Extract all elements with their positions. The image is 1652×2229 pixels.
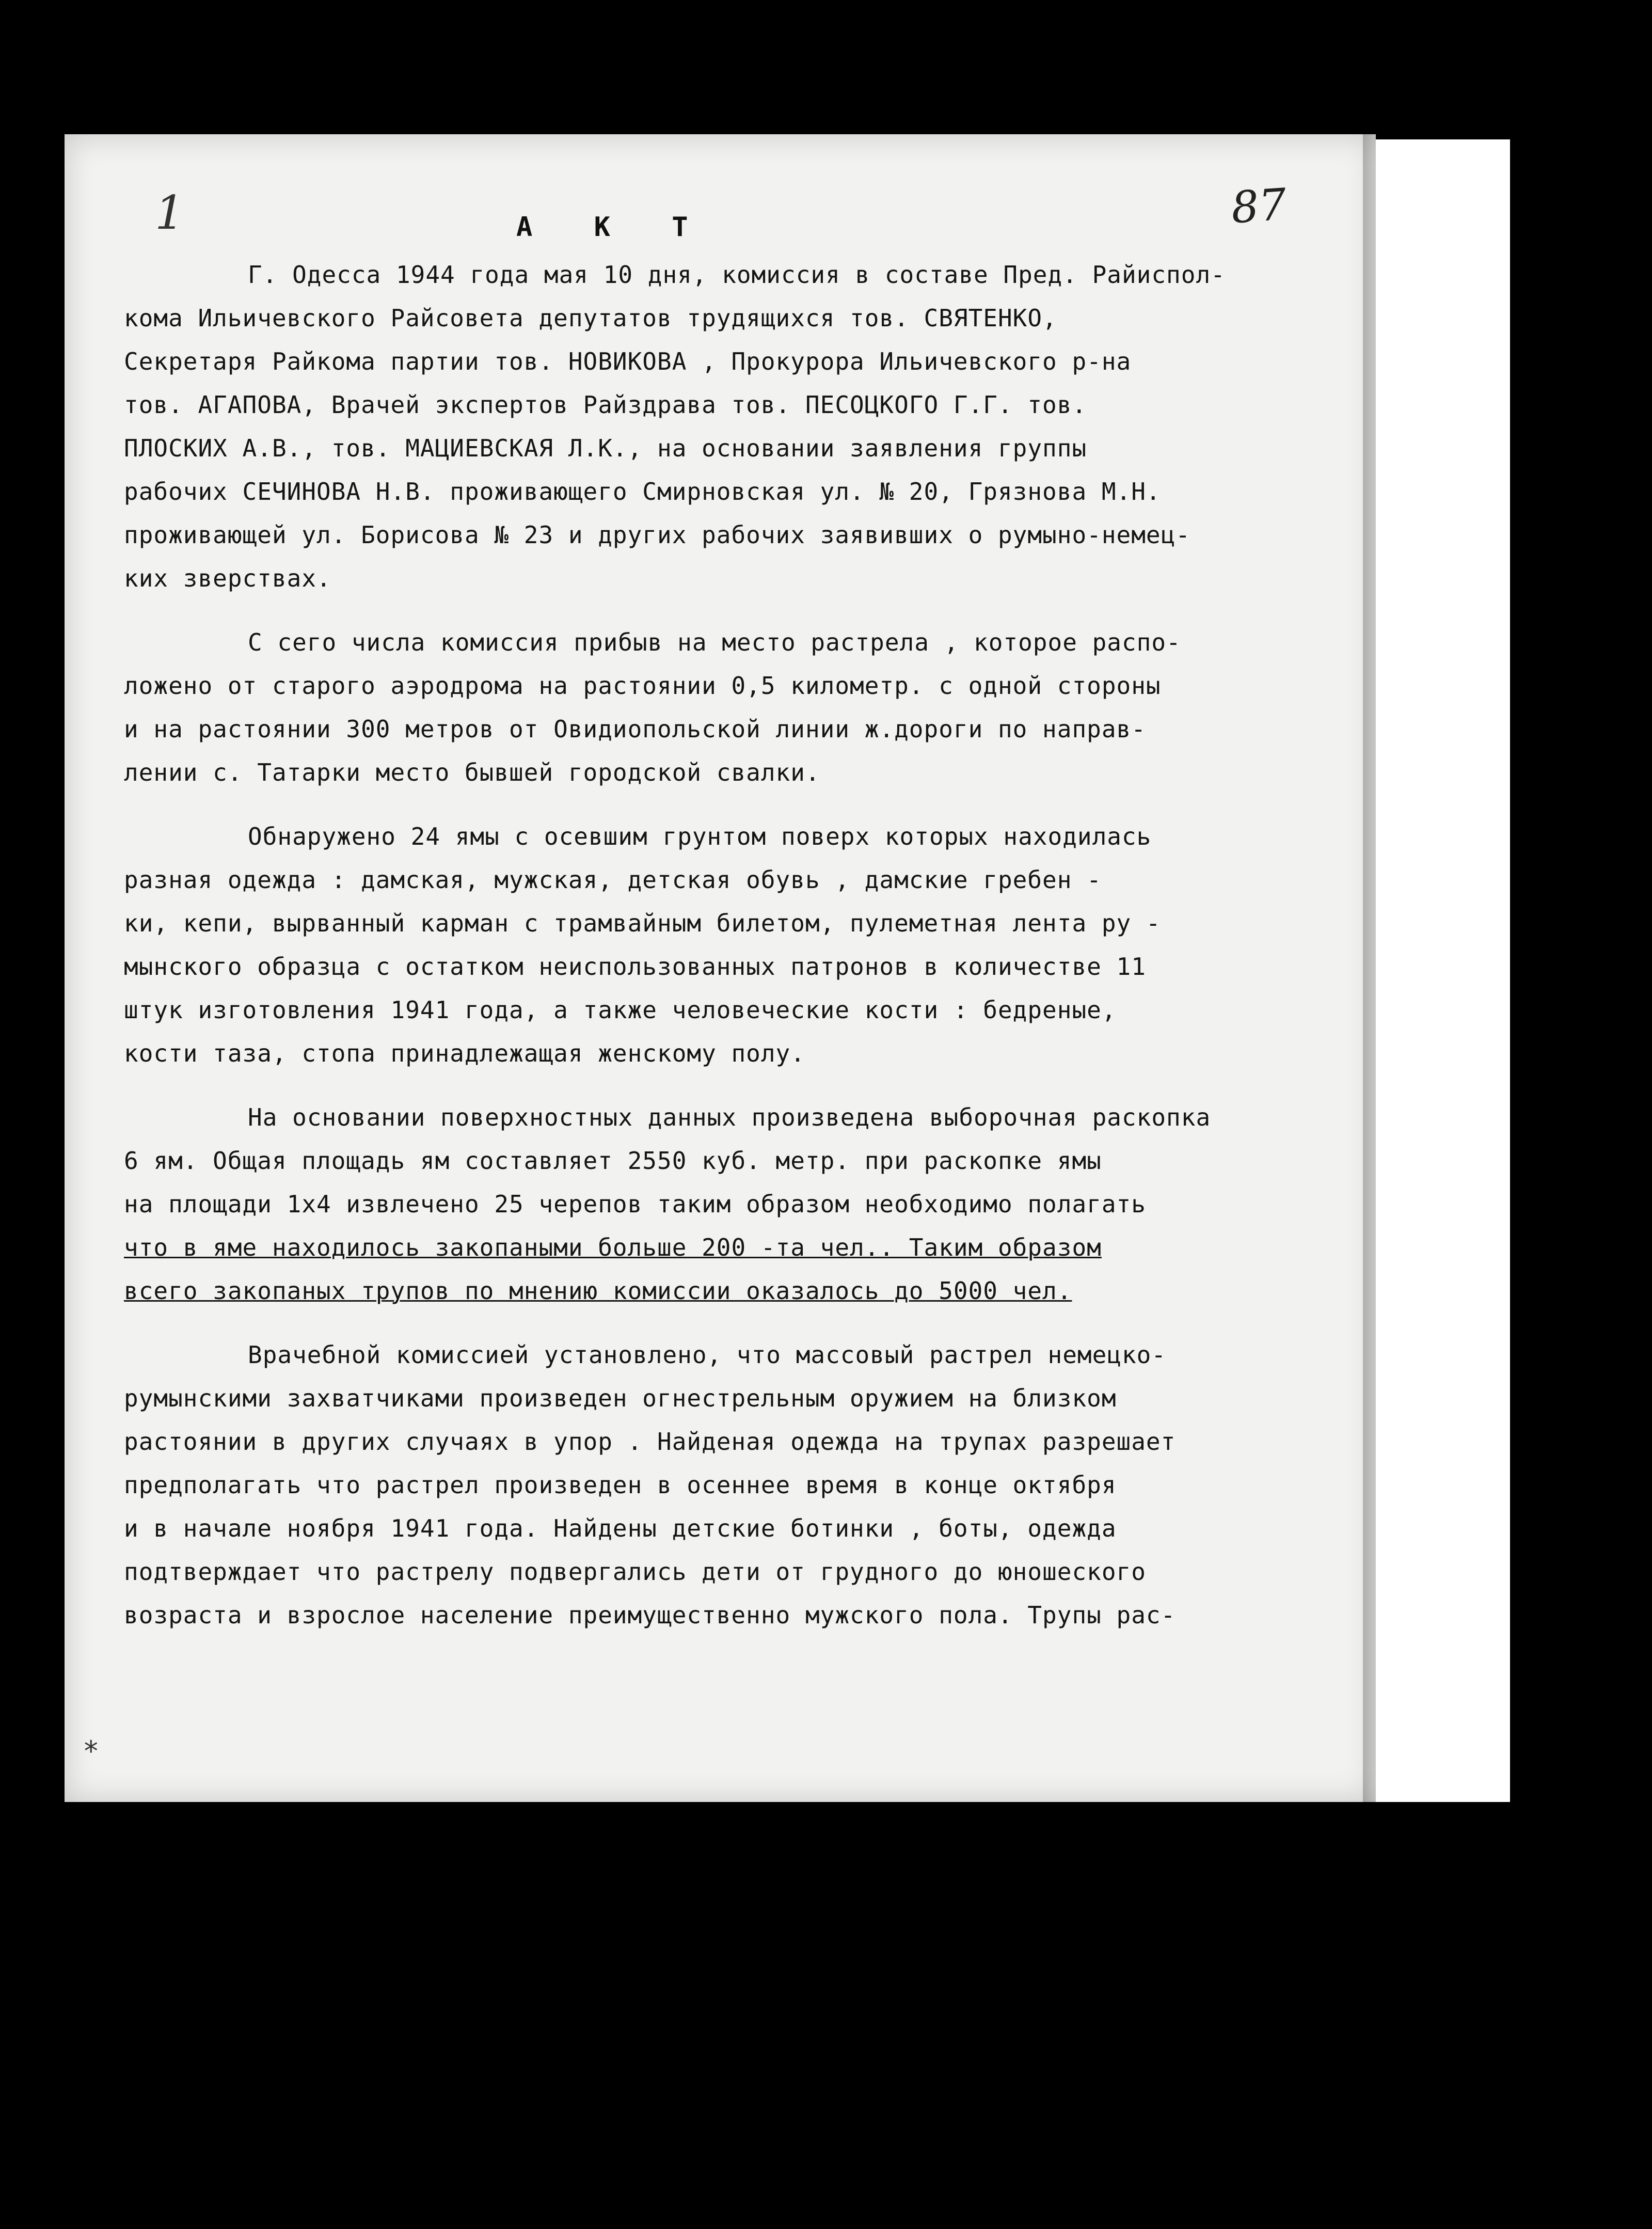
text-line: всего закопаных трупов по мнению комиссии оказалось до 5000 чел. <box>124 1277 1072 1305</box>
text-line: ложено от старого аэродрома на растоянии 0,5 километр. с одной стороны <box>124 672 1161 700</box>
corner-handwritten-mark: 1 <box>155 186 185 240</box>
text-line: ки, кепи, вырванный карман с трамвайным билетом, пулеметная лента ру - <box>124 909 1161 937</box>
margin-mark: * <box>83 1735 100 1767</box>
text-line: и на растоянии 300 метров от Овидиопольской линии ж.дороги по направ- <box>124 715 1146 743</box>
text-line: лении с. Татарки место бывшей городской свалки. <box>124 758 820 786</box>
text-line: 6 ям. Общая площадь ям составляет 2550 куб. метр. при раскопке ямы <box>124 1147 1102 1175</box>
text-line: кома Ильичевского Райсовета депутатов трудящихся тов. СВЯТЕНКО, <box>124 304 1057 332</box>
page-number: 87 <box>1229 179 1289 233</box>
text-line: разная одежда : дамская, мужская, детская обувь , дамские гребен - <box>124 866 1102 894</box>
text-line: тов. АГАПОВА, Врачей экспертов Райздрава тов. ПЕСОЦКОГО Г.Г. тов. <box>124 391 1087 419</box>
text-line: штук изготовления 1941 года, а также человеческие кости : бедреные, <box>124 996 1117 1024</box>
page-right-margin <box>1376 139 1510 1802</box>
text-line: и в начале ноября 1941 года. Найдены детские ботинки , боты, одежда <box>124 1514 1117 1542</box>
text-line: ПЛОСКИХ А.В., тов. МАЦИЕВСКАЯ Л.К., на основании заявления группы <box>124 434 1087 462</box>
text-line: что в яме находилось закопаными больше 200 -та чел.. Таким образом <box>124 1234 1102 1261</box>
paragraph-gap <box>124 1075 1342 1096</box>
paragraph-gap <box>124 600 1342 621</box>
paragraph-gap <box>124 794 1342 815</box>
text-line: проживающей ул. Борисова № 23 и других рабочих заявивших о румыно-немец- <box>124 521 1190 549</box>
text-line: подтверждает что растрелу подвергались дети от грудного до юношеского <box>124 1558 1146 1586</box>
text-line: С сего числа комиссия прибыв на место растрела , которое распо- <box>248 628 1181 656</box>
text-line: Секретаря Райкома партии тов. НОВИКОВА , Прокурора Ильичевского р-на <box>124 347 1132 375</box>
text-line: рабочих СЕЧИНОВА Н.В. проживающего Смирновская ул. № 20, Грязнова М.Н. <box>124 478 1161 505</box>
text-line: возраста и взрослое население преимущественно мужского пола. Трупы рас- <box>124 1601 1176 1629</box>
text-line: румынскими захватчиками произведен огнестрельным оружием на близком <box>124 1384 1117 1412</box>
text-line: предполагать что растрел произведен в осеннее время в конце октября <box>124 1471 1117 1499</box>
text-line: мынского образца с остатком неиспользованных патронов в количестве 11 <box>124 953 1146 981</box>
text-line: ких зверствах. <box>124 564 331 592</box>
document-title: А К Т <box>516 212 711 243</box>
text-line: на площади 1х4 извлечено 25 черепов таким образом необходимо полагать <box>124 1190 1146 1218</box>
text-line: Врачебной комиссией установлено, что массовый растрел немецко- <box>248 1341 1167 1369</box>
text-line: Г. Одесса 1944 года мая 10 дня, комиссия в составе Пред. Райиспол- <box>248 261 1226 289</box>
document-body <box>124 253 1342 1637</box>
text-line: кости таза, стопа принадлежащая женскому полу. <box>124 1039 805 1067</box>
text-line: растоянии в других случаях в упор . Найденая одежда на трупах разрешает <box>124 1428 1176 1456</box>
text-line: Обнаружено 24 ямы с осевшим грунтом поверх которых находилась <box>248 823 1152 850</box>
text-line: На основании поверхностных данных произведена выборочная раскопка <box>248 1103 1211 1131</box>
paragraph-gap <box>124 1313 1342 1333</box>
